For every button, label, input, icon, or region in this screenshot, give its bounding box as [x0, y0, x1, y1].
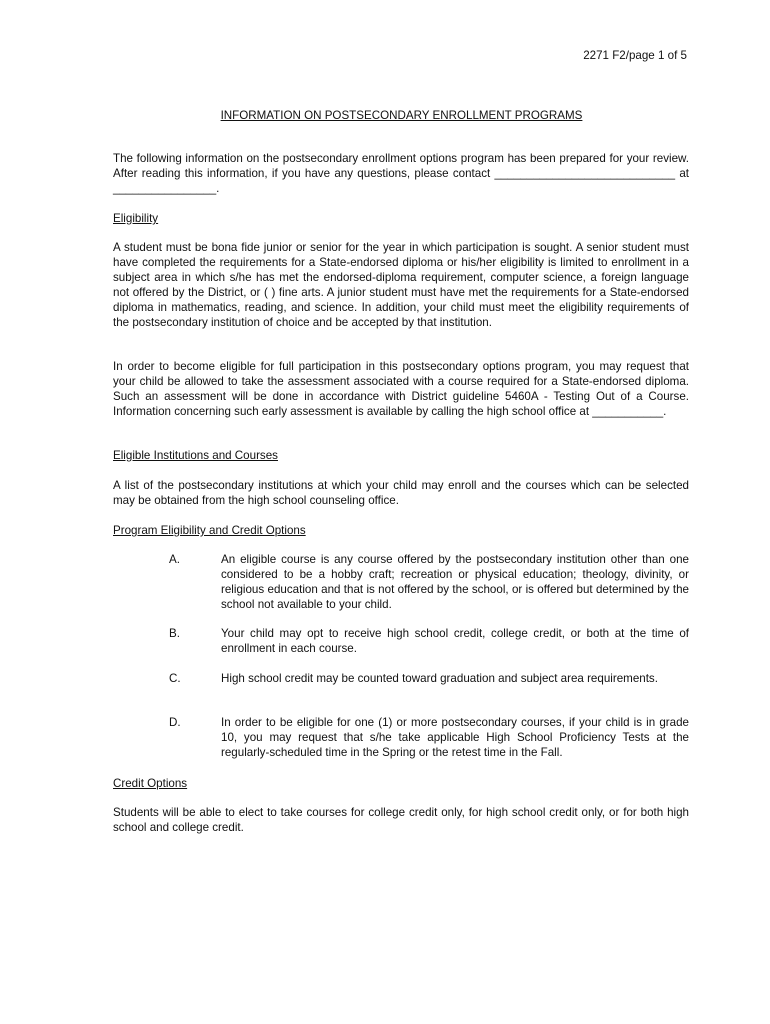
- eligibility-paragraph-2: In order to become eligible for full participation in this postsecondary options program, you may request that your child be allowed to take the assessment associated with a course required for a State-endorsed diploma. Such an assessment will be done in accordance with District guideline 5460A - Testing Out of a Course. Information concerning such early assessment is available by calling the high school office at ___________.: [113, 360, 689, 418]
- eligibility-paragraph-1: A student must be bona fide junior or senior for the year in which participation is sought. A senior student must have completed the requirements for a State-endorsed diploma or his/her eligibility is limited to enrollment in a subject area in which s/he has met the endorsed-diploma requirement, computer science, a foreign language not offered by the District, or ( ) fine arts. A junior student must have met the requirements for a State-endorsed diploma in mathematics, reading, and science. In addition, your child must meet the eligibility requirements of the postsecondary institution of choice and be accepted by that institution.: [113, 241, 689, 329]
- item-text: An eligible course is any course offered by the postsecondary institution other than one considered to be a hobby craft; recreation or physical education; theology, divinity, or religious education and that is not offered by the school, or is offered but determined by the school not available to your child.: [221, 553, 689, 611]
- intro-paragraph: The following information on the postsecondary enrollment options program has been prepared for your review. After reading this information, if you have any questions, please contact ____________________________ at ________________.: [113, 152, 689, 195]
- credit-heading: Credit Options: [113, 777, 188, 790]
- institutions-paragraph: A list of the postsecondary institutions at which your child may enroll and the courses which can be selected may be obtained from the high school counseling office.: [113, 479, 689, 507]
- item-text: High school credit may be counted toward graduation and subject area requirements.: [221, 672, 658, 685]
- item-letter: D.: [169, 716, 181, 729]
- credit-paragraph: Students will be able to elect to take courses for college credit only, for high school credit only, or for both high school and college credit.: [113, 806, 689, 834]
- institutions-heading: Eligible Institutions and Courses: [113, 449, 278, 462]
- document-title: INFORMATION ON POSTSECONDARY ENROLLMENT PROGRAMS: [220, 109, 583, 122]
- item-letter: B.: [169, 627, 180, 640]
- item-letter: A.: [169, 553, 180, 566]
- item-text: Your child may opt to receive high school credit, college credit, or both at the time of enrollment in each course.: [221, 627, 689, 655]
- eligibility-heading: Eligibility: [113, 212, 159, 225]
- item-text: In order to be eligible for one (1) or more postsecondary courses, if your child is in grade 10, you may request that s/he take applicable High School Proficiency Tests at the regularly-scheduled time in the Spring or the retest time in the Fall.: [221, 716, 689, 759]
- program-heading: Program Eligibility and Credit Options: [113, 524, 306, 537]
- page-number: 2271 F2/page 1 of 5: [583, 49, 687, 62]
- item-letter: C.: [169, 672, 181, 685]
